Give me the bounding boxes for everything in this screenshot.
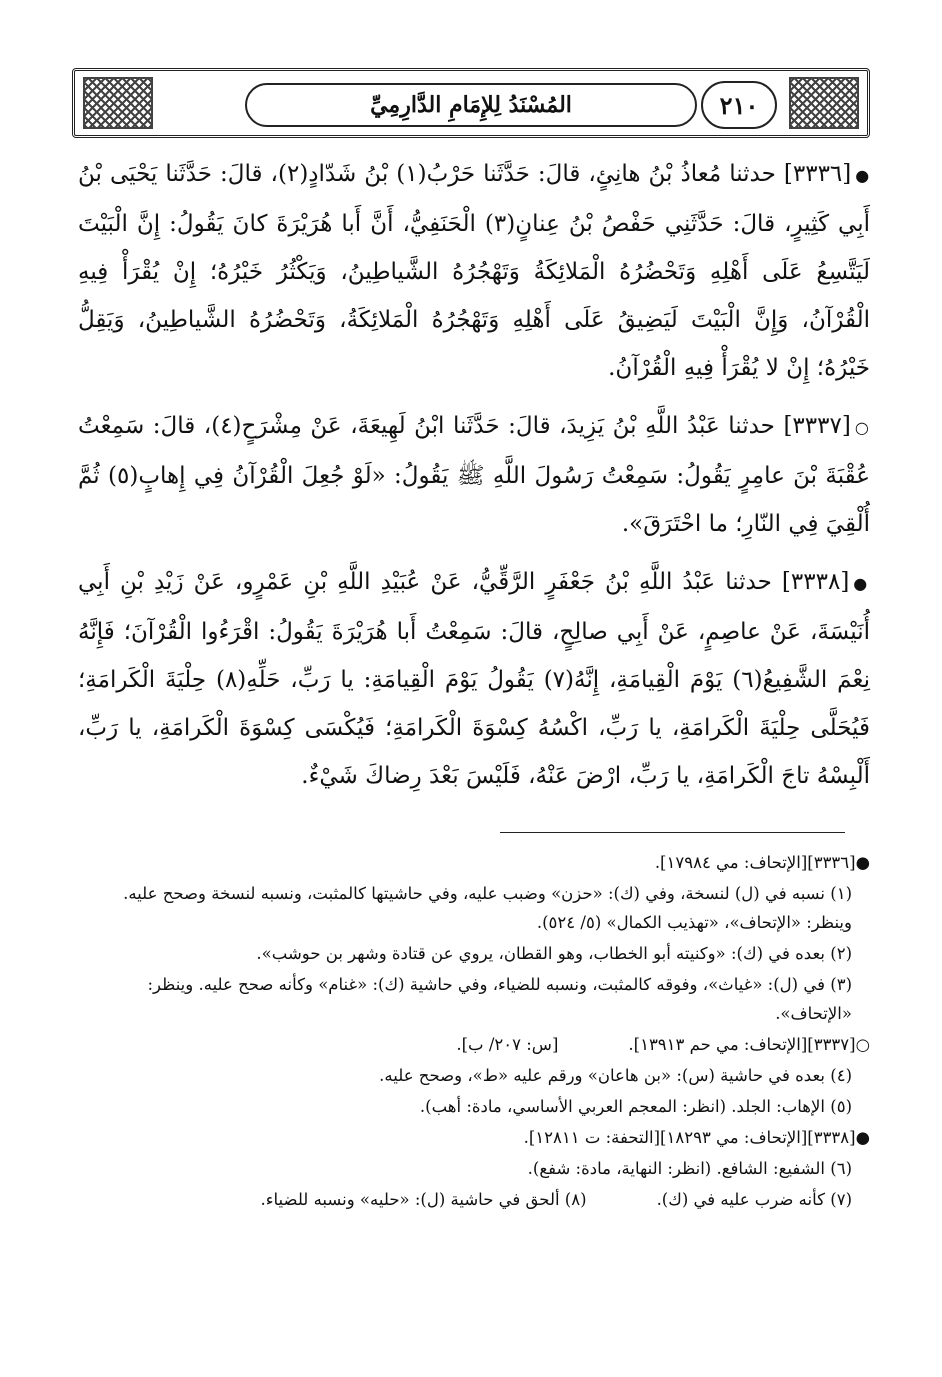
footnote-7: (٧) كأنه ضرب عليه في (ك). xyxy=(656,1190,852,1209)
footnote-ref-3337-row xyxy=(78,1030,870,1059)
hadith-3338 xyxy=(78,558,870,800)
footnotes xyxy=(78,848,870,1216)
footnote-source-3337: [س: ٢٠٧/ ب]. xyxy=(456,1035,559,1054)
hadith-3337 xyxy=(78,402,870,548)
page-number: ٢١٠ xyxy=(701,81,777,129)
footnote-divider xyxy=(500,832,845,833)
footnote-ref-3338: ●[٣٣٣٨][الإتحاف: مي ١٨٢٩٣][التحفة: ت ١٢٨١١]. xyxy=(523,1128,870,1147)
hadith-marker: ○ xyxy=(854,418,871,437)
left-ornament-emblem xyxy=(83,77,153,129)
footnote-5: (٥) الإهاب: الجلد. (انظر: المعجم العربي الأساسي، مادة: أهب). xyxy=(419,1097,852,1116)
hadith-marker: ● xyxy=(853,574,871,593)
footnote-ref-3337: ○[٣٣٣٧][الإتحاف: مي حم ١٣٩١٣]. xyxy=(628,1035,870,1054)
hadith-text: حدثنا عَبْدُ اللَّهِ بْنُ جَعْفَرٍ الرَّقِّيُّ، عَنْ عُبَيْدِ اللَّهِ بْنِ عَمْرٍو، عَنْ زَيْدِ بْنِ أَبِي أُنَيْسَةَ، عَنْ عاصِمٍ، عَنْ أَبِي صالِحٍ، قالَ: سَمِعْتُ أَبا هُرَيْرَةَ يَقُولُ: اقْرَءُوا الْقُرْآنَ؛ فَإِنَّهُ نِعْمَ الشَّفِيعُ(٦) يَوْمَ الْقِيامَةِ، إِنَّهُ(٧) يَقُولُ يَوْمَ الْقِيامَةِ: يا رَبِّ، حَلِّهِ(٨) حِلْيَةَ الْكَرامَةِ؛ فَيُحَلَّى حِلْيَةَ الْكَرامَةِ، يا رَبِّ، اكْسُهُ كِسْوَةَ الْكَرامَةِ؛ فَيُكْسَى كِسْوَةَ الْكَرامَةِ، يا رَبِّ، أَلْبِسْهُ تاجَ الْكَرامَةِ، يا رَبِّ، ارْضَ عَنْهُ، فَلَيْسَ بَعْدَ رِضاكَ شَيْءٌ. xyxy=(78,569,870,789)
hadith-text: حدثنا عَبْدُ اللَّهِ بْنُ يَزِيدَ، قالَ: حَدَّثَنا ابْنُ لَهِيعَةَ، عَنْ مِشْرَحٍ(٤)، قالَ: سَمِعْتُ عُقْبَةَ بْنَ عامِرٍ يَقُولُ: سَمِعْتُ رَسُولَ اللَّهِ ﷺ يَقُولُ: «لَوْ جُعِلَ الْقُرْآنُ فِي إِهابٍ(٥) ثُمَّ أُلْقِيَ فِي النّارِ؛ ما احْتَرَقَ». xyxy=(78,413,870,537)
hadith-number: [٣٣٣٦] xyxy=(783,161,852,187)
footnote-3: (٣) في (ل): «غياث»، وفوقه كالمثبت، ونسبه للضياء، وفي حاشية (ك): «غنام» وكأنه صحح عليه. وينظر: «الإتحاف». xyxy=(147,975,852,1023)
footnote-4: (٤) بعده في حاشية (س): «بن هاعان» ورقم عليه «ط»، وصحح عليه. xyxy=(379,1066,852,1085)
hadith-text: حدثنا مُعاذُ بْنُ هانِئٍ، قالَ: حَدَّثَنا حَرْبُ(١) بْنُ شَدّادٍ(٢)، قالَ: حَدَّثَنا يَحْيَى بْنُ أَبِي كَثِيرٍ، قالَ: حَدَّثَنِي حَفْصُ بْنُ عِنانٍ(٣) الْحَنَفِيُّ، أَنَّ أَبا هُرَيْرَةَ كانَ يَقُولُ: إِنَّ الْبَيْتَ لَيَتَّسِعُ عَلَى أَهْلِهِ وَتَحْضُرُهُ الْمَلائِكَةُ وَتَهْجُرُهُ الشَّياطِينُ، وَيَكْثُرُ خَيْرُهُ؛ إِنْ يُقْرَأْ فِيهِ الْقُرْآنُ، وَإِنَّ الْبَيْتَ لَيَضِيقُ عَلَى أَهْلِهِ وَتَهْجُرُهُ الْمَلائِكَةُ، وَتَحْضُرُهُ الشَّياطِينُ، وَيَقِلُّ خَيْرُهُ؛ إِنْ لا يُقْرَأْ فِيهِ الْقُرْآنُ. xyxy=(78,161,870,381)
footnote-ref-3336: ●[٣٣٣٦][الإتحاف: مي ١٧٩٨٤]. xyxy=(654,853,870,872)
hadith-marker: ● xyxy=(855,166,870,185)
footnote-7-8-row xyxy=(78,1185,870,1214)
footnote-6: (٦) الشفيع: الشافع. (انظر: النهاية، مادة: شفع). xyxy=(527,1159,852,1178)
hadith-number: [٣٣٣٧] xyxy=(783,413,851,439)
hadith-number: [٣٣٣٨] xyxy=(781,569,850,595)
hadith-3336 xyxy=(78,150,870,392)
footnote-1: (١) نسبه في (ل) لنسخة، وفي (ك): «حزن» وضبب عليه، وفي حاشيتها كالمثبت، ونسبه لنسخة وصحح عليه. وينظر: «الإتحاف»، «تهذيب الكمال» (٥/ ٥٢٤). xyxy=(123,884,852,932)
footnote-2: (٢) بعده في (ك): «وكنيته أبو الخطاب، وهو القطان، يروي عن قتادة وشهر بن حوشب». xyxy=(256,944,852,963)
page-header xyxy=(72,68,870,138)
running-title: المُسْنَدُ لِلإِمَامِ الدَّارِمِيِّ xyxy=(245,83,697,127)
footnote-8: (٨) ألحق في حاشية (ل): «حليه» ونسبه للضياء. xyxy=(260,1190,587,1209)
main-text xyxy=(78,150,870,810)
right-ornament-emblem xyxy=(789,77,859,129)
